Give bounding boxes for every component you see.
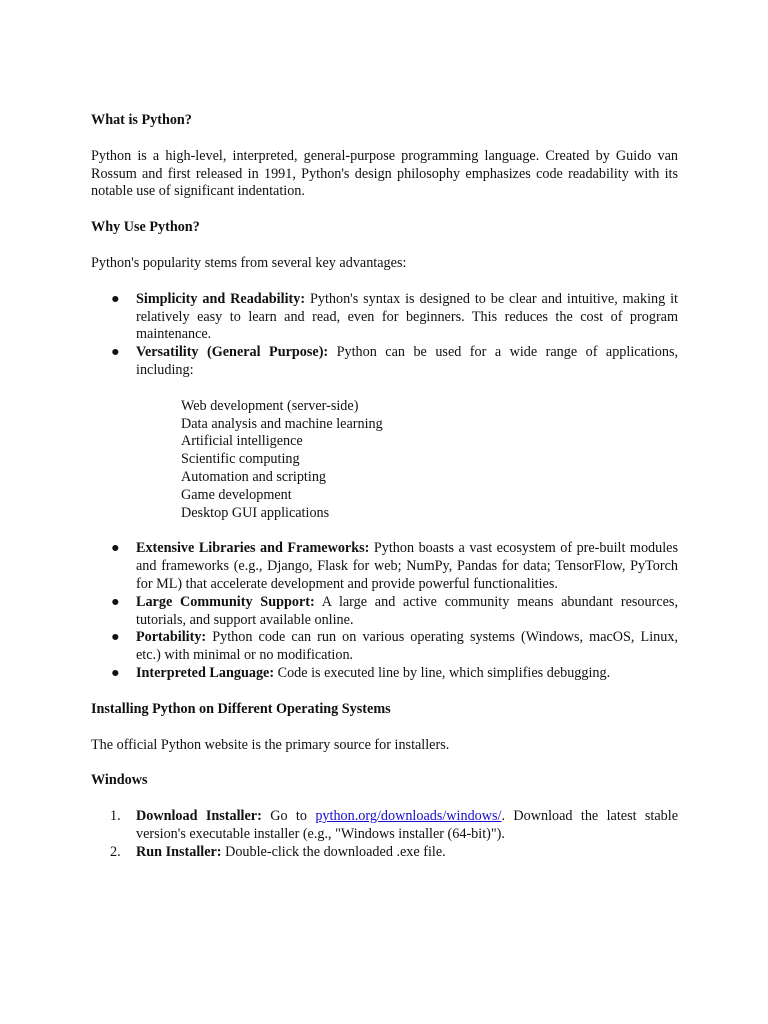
step-text: . Download the latest stable version's executable installer (e.g., "Windows installer (64-bit)").	[136, 808, 678, 842]
advantage-label: Simplicity and Readability:	[136, 290, 306, 307]
advantage-text: Python's syntax is designed to be clear and intuitive, making it relatively easy to learn and read, even for beginners. This reduces the cost of program maintenance.	[136, 290, 678, 343]
advantage-item-community	[91, 594, 678, 630]
application-item: Artificial intelligence	[181, 433, 303, 450]
advantage-text: Python can be used for a wide range of applications, including:	[136, 344, 679, 378]
application-item: Data analysis and machine learning	[181, 415, 383, 432]
advantage-label: Versatility (General Purpose):	[136, 344, 329, 361]
heading-why-use-python: Why Use Python?	[91, 219, 200, 236]
advantage-text: Python boasts a vast ecosystem of pre-built modules and frameworks (e.g., Django, Flask for web; NumPy, Pandas for data; TensorFlow, PyTorch for ML) that accelerate development and provide powerful functionalities.	[136, 540, 678, 592]
windows-step-run	[91, 844, 678, 862]
advantage-label: Large Community Support:	[136, 593, 315, 610]
advantage-text: Python code can run on various operating systems (Windows, macOS, Linux, etc.) with minimal or no modification.	[136, 629, 678, 664]
application-item: Desktop GUI applications	[181, 504, 330, 521]
step-number: 1.	[110, 808, 121, 825]
application-item: Web development (server-side)	[181, 397, 359, 414]
advantage-item-portability	[91, 629, 678, 665]
paragraph-why-intro: Python's popularity stems from several key advantages:	[91, 254, 407, 271]
heading-installing-python: Installing Python on Different Operating Systems	[91, 700, 391, 717]
document-page	[91, 112, 678, 862]
advantage-item-simplicity	[91, 291, 678, 344]
advantage-item-interpreted	[91, 665, 678, 683]
applications-list	[181, 398, 678, 523]
advantage-text: A large and active community means abundant resources, tutorials, and support available online.	[136, 593, 679, 628]
windows-steps-list	[91, 808, 678, 861]
bullet-icon: ●	[111, 593, 120, 610]
bullet-icon: ●	[111, 664, 120, 681]
windows-step-download	[91, 808, 678, 844]
advantage-text: Code is executed line by line, which simplifies debugging.	[274, 664, 611, 681]
application-item: Game development	[181, 486, 292, 503]
advantage-item-libraries	[91, 540, 678, 593]
bullet-icon: ●	[111, 290, 120, 307]
step-label: Download Installer:	[136, 808, 262, 825]
step-text: Go to	[261, 808, 316, 825]
python-downloads-link[interactable]: python.org/downloads/windows/	[315, 808, 502, 825]
advantage-item-versatility	[91, 344, 678, 522]
advantage-label: Interpreted Language:	[136, 664, 275, 681]
heading-windows: Windows	[91, 772, 148, 789]
bullet-icon: ●	[111, 344, 120, 361]
application-item: Scientific computing	[181, 451, 300, 468]
bullet-icon: ●	[111, 540, 120, 557]
step-text: Double-click the downloaded .exe file.	[221, 843, 446, 860]
step-label: Run Installer:	[136, 843, 222, 860]
advantage-label: Extensive Libraries and Frameworks:	[136, 540, 370, 557]
paragraph-what-is-python: Python is a high-level, interpreted, general-purpose programming language. Created by Guido van Rossum and first released in 1991, Python's design philosophy emphasizes code readability with its notable use of significant indentation.	[91, 147, 678, 200]
advantage-label: Portability:	[136, 629, 207, 646]
heading-what-is-python: What is Python?	[91, 112, 192, 128]
advantages-list	[91, 291, 678, 683]
bullet-icon: ●	[111, 629, 120, 646]
paragraph-installing: The official Python website is the primary source for installers.	[91, 736, 450, 753]
application-item: Automation and scripting	[181, 468, 327, 485]
step-number: 2.	[110, 843, 121, 860]
